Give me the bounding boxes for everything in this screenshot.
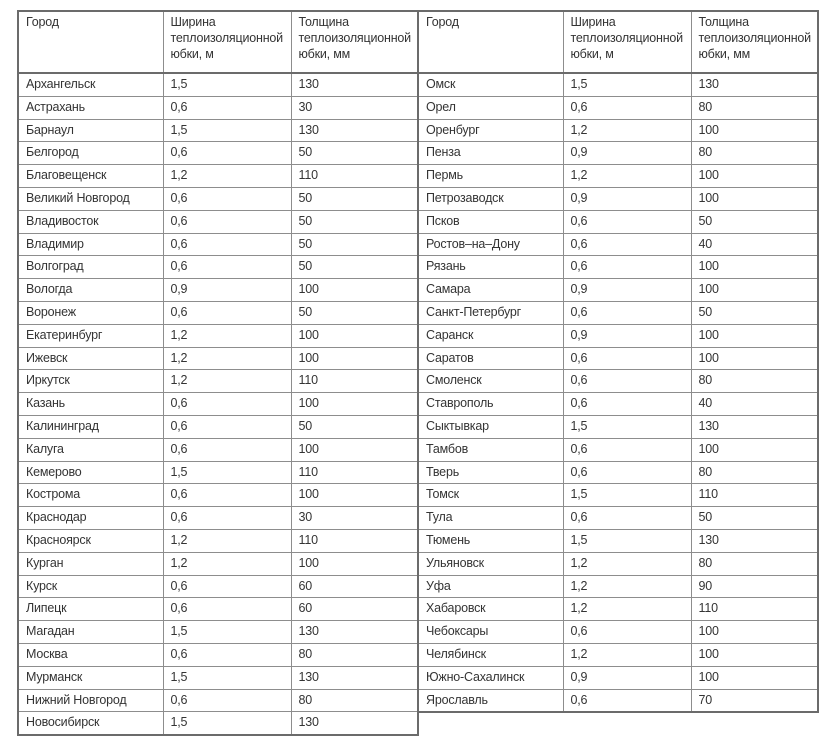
width-cell: 1,5 [163, 712, 291, 735]
table-row [18, 461, 418, 484]
city-cell: Санкт-Петербург [418, 301, 563, 324]
city-cell: Петрозаводск [418, 187, 563, 210]
table-row [418, 689, 818, 712]
city-cell: Тула [418, 507, 563, 530]
city-cell: Иркутск [18, 370, 163, 393]
thickness-cell: 100 [291, 347, 418, 370]
width-cell: 0,6 [163, 507, 291, 530]
width-cell: 0,6 [563, 347, 691, 370]
table-row [418, 370, 818, 393]
table-row [418, 438, 818, 461]
width-cell: 1,2 [563, 643, 691, 666]
insulation-table-left [17, 10, 419, 736]
city-cell: Ставрополь [418, 393, 563, 416]
city-cell: Смоленск [418, 370, 563, 393]
table-row [418, 415, 818, 438]
table-row [18, 187, 418, 210]
table-row [418, 484, 818, 507]
city-cell: Липецк [18, 598, 163, 621]
width-cell: 1,5 [563, 73, 691, 96]
thickness-cell: 40 [691, 233, 818, 256]
table-row [418, 598, 818, 621]
width-cell: 0,6 [163, 233, 291, 256]
width-cell: 0,6 [563, 256, 691, 279]
thickness-cell: 130 [691, 73, 818, 96]
city-cell: Благовещенск [18, 165, 163, 188]
table-row [418, 119, 818, 142]
thickness-cell: 100 [691, 438, 818, 461]
thickness-cell: 30 [291, 507, 418, 530]
table-row [418, 621, 818, 644]
table-row [418, 187, 818, 210]
city-cell: Астрахань [18, 96, 163, 119]
city-cell: Краснодар [18, 507, 163, 530]
table-row [18, 165, 418, 188]
width-cell: 0,6 [563, 393, 691, 416]
table-row [18, 142, 418, 165]
city-cell: Вологда [18, 279, 163, 302]
table-row [18, 643, 418, 666]
city-cell: Ижевск [18, 347, 163, 370]
thickness-cell: 110 [691, 598, 818, 621]
table-row [18, 324, 418, 347]
column-header-thickness-cell: Толщина теплоизоляционной юбки, мм [291, 11, 418, 73]
thickness-cell: 80 [291, 689, 418, 712]
width-cell: 1,2 [163, 347, 291, 370]
table-row [18, 347, 418, 370]
table-row [418, 529, 818, 552]
thickness-cell: 110 [291, 370, 418, 393]
city-cell: Оренбург [418, 119, 563, 142]
column-header-width-cell: Ширина теплоизоляционной юбки, м [563, 11, 691, 73]
city-cell: Москва [18, 643, 163, 666]
table-row [18, 119, 418, 142]
city-cell: Калуга [18, 438, 163, 461]
thickness-cell: 100 [691, 256, 818, 279]
thickness-cell: 100 [291, 484, 418, 507]
thickness-cell: 80 [291, 643, 418, 666]
width-cell: 1,5 [163, 119, 291, 142]
thickness-cell: 100 [691, 187, 818, 210]
table-row [418, 256, 818, 279]
width-cell: 0,6 [163, 96, 291, 119]
city-cell: Самара [418, 279, 563, 302]
table-row [18, 233, 418, 256]
width-cell: 0,6 [563, 461, 691, 484]
city-cell: Ульяновск [418, 552, 563, 575]
city-cell: Нижний Новгород [18, 689, 163, 712]
city-cell: Магадан [18, 621, 163, 644]
table-row [418, 279, 818, 302]
city-cell: Тверь [418, 461, 563, 484]
city-cell: Орел [418, 96, 563, 119]
thickness-cell: 110 [291, 529, 418, 552]
city-cell: Ростов–на–Дону [418, 233, 563, 256]
thickness-cell: 80 [691, 370, 818, 393]
city-cell: Южно-Сахалинск [418, 666, 563, 689]
thickness-cell: 130 [691, 415, 818, 438]
thickness-cell: 60 [291, 598, 418, 621]
table-row [418, 507, 818, 530]
thickness-cell: 50 [291, 415, 418, 438]
thickness-cell: 100 [691, 347, 818, 370]
city-cell: Рязань [418, 256, 563, 279]
width-cell: 0,6 [563, 233, 691, 256]
table-row [18, 370, 418, 393]
table-row [418, 575, 818, 598]
width-cell: 0,6 [563, 507, 691, 530]
table-row [418, 461, 818, 484]
table-row [18, 256, 418, 279]
thickness-cell: 100 [291, 279, 418, 302]
width-cell: 1,5 [163, 461, 291, 484]
thickness-cell: 100 [291, 438, 418, 461]
width-cell: 0,6 [163, 438, 291, 461]
width-cell: 0,6 [563, 621, 691, 644]
thickness-cell: 70 [691, 689, 818, 712]
width-cell: 1,2 [163, 370, 291, 393]
width-cell: 1,5 [563, 484, 691, 507]
city-cell: Новосибирск [18, 712, 163, 735]
thickness-cell: 60 [291, 575, 418, 598]
width-cell: 0,9 [563, 666, 691, 689]
thickness-cell: 110 [291, 461, 418, 484]
width-cell: 1,2 [163, 165, 291, 188]
table-row [18, 507, 418, 530]
width-cell: 1,5 [563, 415, 691, 438]
city-cell: Саранск [418, 324, 563, 347]
table-row [418, 347, 818, 370]
city-cell: Челябинск [418, 643, 563, 666]
width-cell: 0,6 [163, 187, 291, 210]
city-cell: Казань [18, 393, 163, 416]
city-cell: Екатеринбург [18, 324, 163, 347]
column-header-thickness-cell: Толщина теплоизоляционной юбки, мм [691, 11, 818, 73]
thickness-cell: 130 [291, 712, 418, 735]
width-cell: 0,6 [163, 643, 291, 666]
width-cell: 1,5 [163, 621, 291, 644]
thickness-cell: 80 [691, 552, 818, 575]
table-row [418, 96, 818, 119]
city-cell: Барнаул [18, 119, 163, 142]
width-cell: 1,2 [163, 529, 291, 552]
table-row [418, 393, 818, 416]
table-row [18, 438, 418, 461]
table-row [18, 301, 418, 324]
thickness-cell: 100 [691, 643, 818, 666]
thickness-cell: 50 [291, 187, 418, 210]
city-cell: Псков [418, 210, 563, 233]
thickness-cell: 100 [291, 552, 418, 575]
table-row [18, 621, 418, 644]
width-cell: 1,2 [163, 324, 291, 347]
table-row [18, 96, 418, 119]
thickness-cell: 100 [691, 324, 818, 347]
thickness-cell: 130 [291, 73, 418, 96]
table-row [18, 712, 418, 735]
table-body [18, 73, 418, 735]
width-cell: 0,9 [563, 142, 691, 165]
table-row [418, 301, 818, 324]
city-cell: Воронеж [18, 301, 163, 324]
thickness-cell: 80 [691, 461, 818, 484]
table-row [18, 73, 418, 96]
city-cell: Пенза [418, 142, 563, 165]
thickness-cell: 80 [691, 96, 818, 119]
column-header-width-cell: Ширина теплоизоляционной юбки, м [163, 11, 291, 73]
city-cell: Красноярск [18, 529, 163, 552]
table-row [418, 666, 818, 689]
city-cell: Владивосток [18, 210, 163, 233]
table-row [18, 210, 418, 233]
width-cell: 0,9 [563, 279, 691, 302]
width-cell: 0,9 [163, 279, 291, 302]
thickness-cell: 50 [691, 301, 818, 324]
width-cell: 1,2 [563, 575, 691, 598]
table-row [418, 233, 818, 256]
width-cell: 1,5 [163, 73, 291, 96]
width-cell: 0,6 [163, 689, 291, 712]
table-row [18, 529, 418, 552]
thickness-cell: 50 [291, 301, 418, 324]
city-cell: Курган [18, 552, 163, 575]
insulation-table-right [417, 10, 819, 713]
table-row [18, 393, 418, 416]
table-row [418, 324, 818, 347]
width-cell: 1,5 [163, 666, 291, 689]
width-cell: 0,6 [563, 438, 691, 461]
city-cell: Архангельск [18, 73, 163, 96]
city-cell: Омск [418, 73, 563, 96]
city-cell: Калининград [18, 415, 163, 438]
width-cell: 0,9 [563, 187, 691, 210]
city-cell: Кемерово [18, 461, 163, 484]
table-row [18, 598, 418, 621]
table-row [18, 415, 418, 438]
thickness-cell: 100 [691, 666, 818, 689]
table-row [18, 279, 418, 302]
thickness-cell: 110 [291, 165, 418, 188]
city-cell: Чебоксары [418, 621, 563, 644]
city-cell: Владимир [18, 233, 163, 256]
width-cell: 0,6 [163, 598, 291, 621]
table-header [18, 11, 418, 73]
width-cell: 1,2 [563, 552, 691, 575]
city-cell: Уфа [418, 575, 563, 598]
width-cell: 1,2 [563, 165, 691, 188]
width-cell: 1,2 [563, 119, 691, 142]
width-cell: 0,6 [163, 415, 291, 438]
city-cell: Кострома [18, 484, 163, 507]
width-cell: 0,6 [563, 689, 691, 712]
city-cell: Ярославль [418, 689, 563, 712]
thickness-cell: 50 [291, 233, 418, 256]
table-row [18, 484, 418, 507]
header-row [18, 11, 418, 73]
thickness-cell: 50 [291, 210, 418, 233]
city-cell: Хабаровск [418, 598, 563, 621]
thickness-cell: 100 [691, 165, 818, 188]
thickness-cell: 100 [691, 119, 818, 142]
width-cell: 0,6 [563, 301, 691, 324]
table-row [418, 210, 818, 233]
thickness-cell: 50 [291, 142, 418, 165]
city-cell: Пермь [418, 165, 563, 188]
city-cell: Тюмень [418, 529, 563, 552]
thickness-cell: 130 [691, 529, 818, 552]
width-cell: 0,6 [163, 301, 291, 324]
table-row [18, 689, 418, 712]
width-cell: 0,6 [163, 210, 291, 233]
table-row [18, 575, 418, 598]
width-cell: 0,6 [163, 256, 291, 279]
width-cell: 0,6 [163, 484, 291, 507]
width-cell: 0,6 [563, 96, 691, 119]
table-row [18, 666, 418, 689]
city-cell: Тамбов [418, 438, 563, 461]
width-cell: 1,2 [163, 552, 291, 575]
city-cell: Курск [18, 575, 163, 598]
city-cell: Великий Новгород [18, 187, 163, 210]
width-cell: 0,6 [563, 370, 691, 393]
table-row [418, 142, 818, 165]
table-row [418, 73, 818, 96]
column-header-city-cell: Город [18, 11, 163, 73]
width-cell: 0,9 [563, 324, 691, 347]
thickness-cell: 100 [691, 279, 818, 302]
table-row [418, 643, 818, 666]
thickness-cell: 50 [691, 507, 818, 530]
width-cell: 0,6 [163, 142, 291, 165]
city-cell: Белгород [18, 142, 163, 165]
header-row [418, 11, 818, 73]
city-cell: Сыктывкар [418, 415, 563, 438]
thickness-cell: 50 [291, 256, 418, 279]
table-row [418, 552, 818, 575]
width-cell: 1,5 [563, 529, 691, 552]
city-cell: Саратов [418, 347, 563, 370]
table-row [418, 165, 818, 188]
thickness-cell: 100 [291, 324, 418, 347]
thickness-cell: 50 [691, 210, 818, 233]
width-cell: 1,2 [563, 598, 691, 621]
table-body [418, 73, 818, 712]
thickness-cell: 40 [691, 393, 818, 416]
thickness-cell: 130 [291, 119, 418, 142]
thickness-cell: 30 [291, 96, 418, 119]
width-cell: 0,6 [163, 575, 291, 598]
width-cell: 0,6 [163, 393, 291, 416]
city-cell: Томск [418, 484, 563, 507]
thickness-cell: 90 [691, 575, 818, 598]
city-cell: Волгоград [18, 256, 163, 279]
thickness-cell: 100 [291, 393, 418, 416]
city-cell: Мурманск [18, 666, 163, 689]
thickness-cell: 130 [291, 666, 418, 689]
column-header-city-cell: Город [418, 11, 563, 73]
thickness-cell: 110 [691, 484, 818, 507]
table-row [18, 552, 418, 575]
table-header [418, 11, 818, 73]
thickness-cell: 100 [691, 621, 818, 644]
thickness-cell: 80 [691, 142, 818, 165]
thickness-cell: 130 [291, 621, 418, 644]
width-cell: 0,6 [563, 210, 691, 233]
